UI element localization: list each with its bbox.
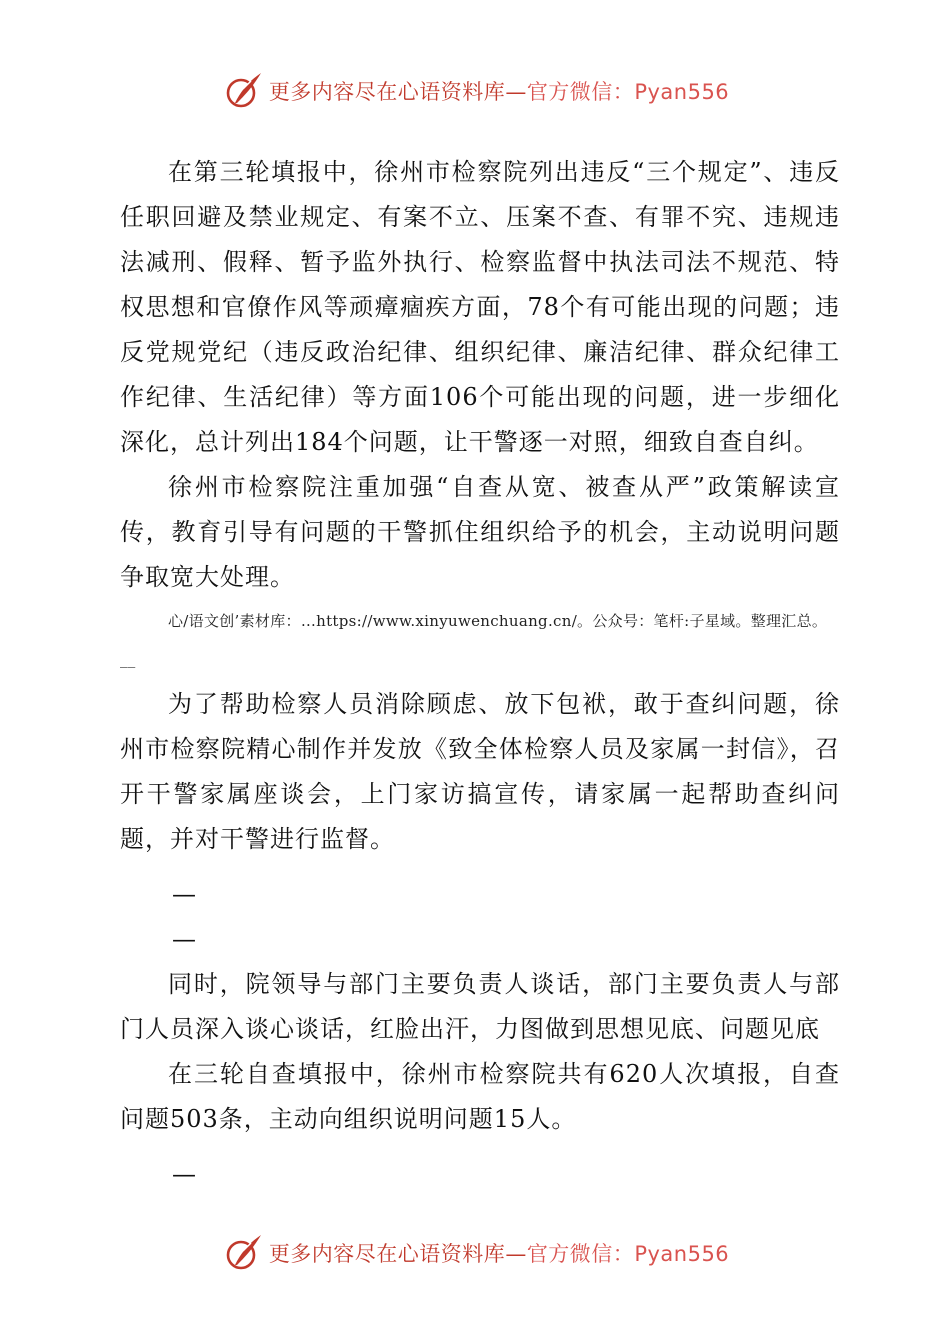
paragraph-policy: 徐州市检察院注重加强“自查从宽、被查从严”政策解读宣传，教育引导有问题的干警抓住组织给予的机会，主动说明问题争取宽大处理。 bbox=[120, 473, 840, 591]
document-body bbox=[120, 150, 840, 1197]
dash-separator: — bbox=[172, 880, 196, 908]
dash-separator: — bbox=[172, 925, 196, 953]
quill-logo-icon bbox=[221, 69, 265, 113]
banner-text: 更多内容尽在心语资料库—官方微信：Pyan556 bbox=[268, 1242, 730, 1266]
paragraph-third-round: 在第三轮填报中，徐州市检察院列出违反“三个规定”、违反任职回避及禁业规定、有案不立、压案不查、有罪不究、违规违法减刑、假释、暂予监外执行、检察监督中执法司法不规范、特权思想和官僚作风等顽瘴痼疾方面，78个有可能出现的问题；违反党规党纪（违反政治纪律、组织纪律、廉洁纪律、群众纪律工作纪律、生活纪律）等方面106个可能出现的问题，进一步细化深化，总计列出184个问题，让干警逐一对照，细致自查自纠。 bbox=[120, 158, 840, 456]
paragraph-statistics: 在三轮自查填报中，徐州市检察院共有620人次填报，自查问题503条，主动向组织说明问题15人。 bbox=[120, 1060, 840, 1133]
source-note: 心/语文创’素材库：…https://www.xinyuwenchuang.cn/。公众号：笔杆:子星域。整理汇总。__ bbox=[120, 612, 828, 668]
banner-text: 更多内容尽在心语资料库—官方微信：Pyan556 bbox=[268, 80, 730, 104]
footer-banner bbox=[0, 1228, 950, 1278]
dash-separator: — bbox=[172, 1160, 196, 1188]
paragraph-family-letter: 为了帮助检察人员消除顾虑、放下包袱，敢于查纠问题，徐州市检察院精心制作并发放《致全体检察人员及家属一封信》，召开干警家属座谈会，上门家访搞宣传，请家属一起帮助查纠问题，并对干警进行监督。 bbox=[120, 690, 840, 853]
header-banner bbox=[0, 66, 950, 116]
quill-logo-icon bbox=[221, 1231, 265, 1275]
paragraph-talks: 同时，院领导与部门主要负责人谈话，部门主要负责人与部门人员深入谈心谈话，红脸出汗，力图做到思想见底、问题见底 bbox=[120, 970, 840, 1043]
